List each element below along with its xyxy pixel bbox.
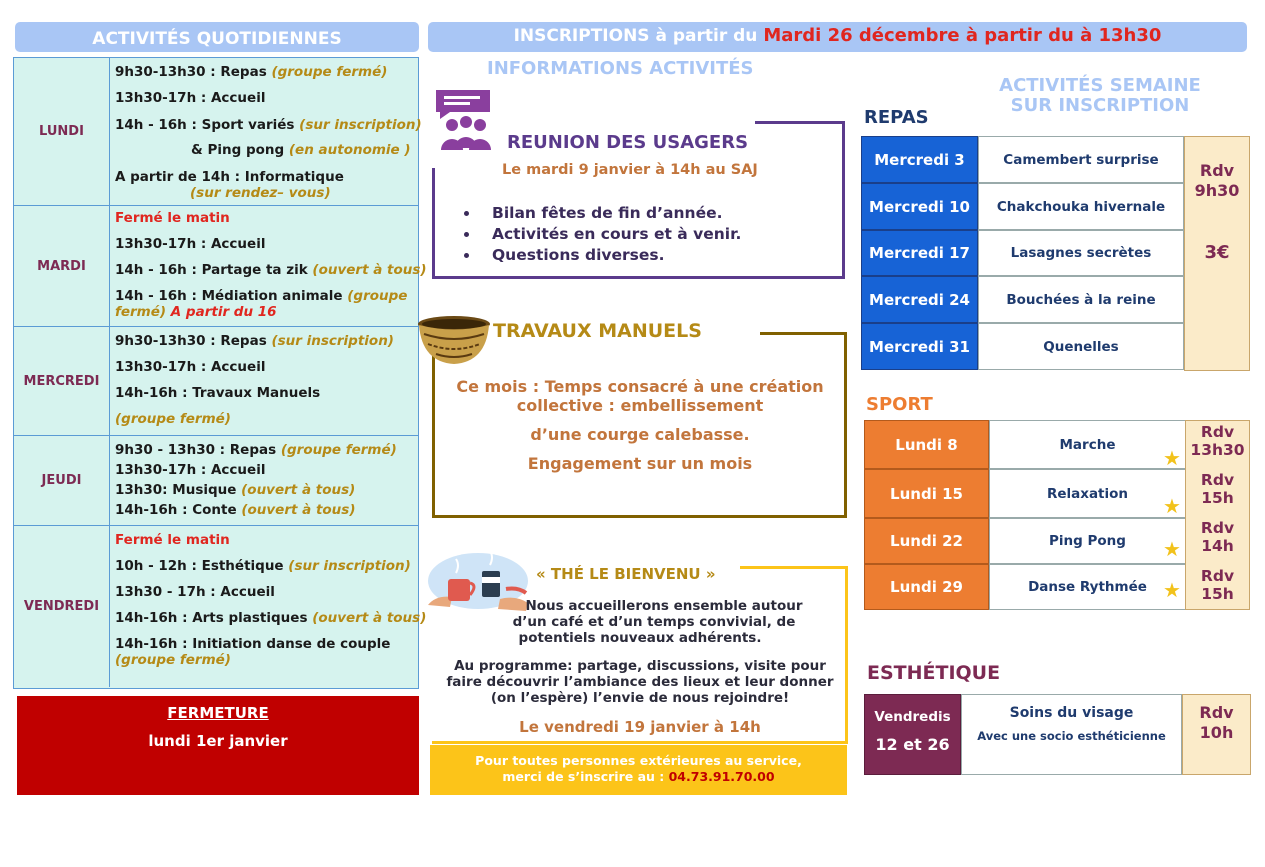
day-name: MARDI (14, 206, 110, 326)
reunion-bullet: • Bilan fêtes de fin d’année. (480, 203, 741, 224)
esthetique-rdv-box (1182, 694, 1251, 775)
travaux-text (436, 377, 844, 473)
repas-day-cell: Mercredi 17 (861, 230, 978, 276)
rdv-entry: Rdv 15h (1200, 567, 1235, 603)
sport-activity-cell: Marche (989, 420, 1186, 469)
activity-line: 13h30-17h : Accueil (115, 359, 266, 375)
activity-line: 14h-16h : Conte (ouvert à tous) (115, 502, 356, 518)
sport-title: SPORT (866, 394, 933, 415)
reunion-bullet: • Questions diverses. (480, 245, 741, 266)
activity-line: fermé) A partir du 16 (115, 304, 277, 320)
activity-line: 14h - 16h : Médiation animale (groupe (115, 288, 408, 304)
activity-line: 14h-16h : Arts plastiques (ouvert à tous) (115, 610, 427, 626)
inscriptions-date: Mardi 26 décembre à partir du à 13h30 (763, 25, 1162, 46)
rdv-label: Rdv (1199, 703, 1234, 722)
star-icon: ★ (1163, 537, 1181, 561)
day-row-vendredi (14, 526, 427, 687)
activity-line: & Ping pong (en autonomie ) (191, 142, 411, 158)
activity-line: 9h30-13h30 : Repas (sur inscription) (115, 333, 394, 349)
closed-morning-note: Fermé le matin (115, 532, 230, 548)
day-name: JEUDI (14, 436, 110, 525)
calabash-icon (416, 314, 492, 366)
esthetique-day-line1: Vendredis (874, 709, 951, 725)
sport-day-cell: Lundi 8 (864, 420, 989, 469)
activity-line: 13h30: Musique (ouvert à tous) (115, 482, 356, 498)
daily-activities-table (13, 57, 427, 689)
the-box-top (740, 566, 848, 569)
activity-line: 13h30 - 17h : Accueil (115, 584, 275, 600)
day-row-mercredi (14, 327, 418, 436)
repas-dish-cell: Chakchouka hivernale (978, 183, 1184, 230)
sport-activity-cell: Danse Rythmée (989, 564, 1186, 610)
activity-line: 13h30-17h : Accueil (115, 462, 266, 478)
rdv-time: 9h30 (1194, 181, 1240, 200)
repas-dish-cell: Quenelles (978, 323, 1184, 370)
day-row-lundi (14, 58, 422, 206)
repas-rdv-box (1184, 136, 1250, 371)
day-name: MERCREDI (14, 327, 110, 435)
reunion-box-left (432, 168, 435, 279)
external-registration-note (430, 745, 847, 795)
travaux-line: d’une courge calebasse. (530, 425, 750, 444)
activity-line: (groupe fermé) (115, 411, 231, 427)
closure-date: lundi 1er janvier (148, 732, 288, 750)
activity-line: 10h - 12h : Esthétique (sur inscription) (115, 558, 411, 574)
week-title-line1: ACTIVITÉS SEMAINE (999, 75, 1201, 96)
day-row-jeudi (14, 436, 418, 526)
the-line: potentiels nouveaux adhérents. (518, 630, 762, 646)
activity-line: A partir de 14h : Informatique (115, 169, 344, 185)
activity-line: 14h - 16h : Sport variés (sur inscription) (115, 117, 422, 133)
reunion-box-top (755, 121, 845, 124)
reunion-title: REUNION DES USAGERS (507, 132, 749, 153)
week-activities-title (985, 76, 1215, 116)
note-line: Pour toutes personnes extérieures au service, (475, 753, 802, 768)
star-icon: ★ (1163, 494, 1181, 518)
repas-title: REPAS (864, 107, 929, 128)
repas-dish-cell: Lasagnes secrètes (978, 230, 1184, 276)
esthetique-day-cell (864, 694, 961, 775)
activity-line: 13h30-17h : Accueil (115, 90, 266, 106)
reunion-date: Le mardi 9 janvier à 14h au SAJ (502, 162, 758, 178)
repas-day-cell: Mercredi 3 (861, 136, 978, 183)
activity-line: 9h30 - 13h30 : Repas (groupe fermé) (115, 442, 397, 458)
activity-line: 14h-16h : Travaux Manuels (115, 385, 321, 401)
daily-activities-title: ACTIVITÉS QUOTIDIENNES (92, 29, 342, 49)
phone-number[interactable]: 04.73.91.70.00 (668, 769, 775, 784)
the-line: faire découvrir l’ambiance des lieux et leur donner (446, 674, 834, 690)
repas-dish-cell: Camembert surprise (978, 136, 1184, 183)
closure-notice (17, 696, 419, 795)
esthetique-title: ESTHÉTIQUE (867, 662, 1001, 684)
the-paragraph-2 (436, 658, 844, 706)
reunion-bullets (462, 203, 741, 266)
the-line: d’un café et d’un temps convivial, de (512, 614, 796, 630)
travaux-title: TRAVAUX MANUELS (493, 320, 702, 342)
repas-day-cell: Mercredi 24 (861, 276, 978, 323)
travaux-line: collective : embellissement (516, 396, 764, 415)
sport-day-cell: Lundi 22 (864, 518, 989, 564)
the-line: Au programme: partage, discussions, visite pour (454, 658, 826, 674)
the-line: (on l’espère) l’envie de nous rejoindre! (490, 690, 790, 706)
the-date: Le vendredi 19 janvier à 14h (519, 718, 761, 736)
inscriptions-banner (428, 22, 1247, 52)
note-line: merci de s’inscrire au : 04.73.91.70.00 (502, 769, 775, 784)
the-paragraph-1 (436, 598, 844, 646)
sport-activity-cell: Ping Pong (989, 518, 1186, 564)
week-title-line2: SUR INSCRIPTION (1010, 95, 1190, 116)
day-name: LUNDI (14, 58, 110, 205)
sport-activity-cell: Relaxation (989, 469, 1186, 518)
reunion-bullet: • Activités en cours et à venir. (480, 224, 741, 245)
sport-rdv-box (1185, 420, 1250, 610)
activity-line: (groupe fermé) (115, 652, 231, 668)
repas-day-cell: Mercredi 10 (861, 183, 978, 230)
travaux-box-top (760, 332, 847, 335)
activity-line: 14h-16h : Initiation danse de couple (115, 636, 391, 652)
esthetique-sub: Avec une socio esthéticienne (977, 729, 1166, 743)
repas-price: 3€ (1204, 242, 1230, 263)
esthetique-activity: Soins du visage (1009, 705, 1134, 721)
esthetique-activity-cell (961, 694, 1182, 775)
repas-day-cell: Mercredi 31 (861, 323, 978, 370)
activity-line: (sur rendez– vous) (190, 185, 331, 201)
esthetique-day-line2: 12 et 26 (875, 735, 950, 754)
meeting-icon (432, 88, 496, 152)
the-line: Nous accueillerons ensemble autour (525, 598, 803, 614)
sport-day-cell: Lundi 15 (864, 469, 989, 518)
rdv-entry: Rdv 15h (1200, 471, 1235, 507)
the-title: « THÉ LE BIENVENU » (536, 565, 716, 583)
activity-line: 13h30-17h : Accueil (115, 236, 266, 252)
day-name: VENDREDI (14, 526, 110, 687)
repas-dish-cell: Bouchées à la reine (978, 276, 1184, 323)
rdv-label: Rdv (1199, 161, 1235, 180)
inscriptions-prefix: INSCRIPTIONS à partir du (513, 26, 758, 46)
rdv-time: 10h (1199, 723, 1234, 742)
travaux-line: Ce mois : Temps consacré à une création (456, 377, 824, 396)
rdv-entry: Rdv 14h (1200, 519, 1235, 555)
star-icon: ★ (1163, 446, 1181, 470)
sport-table (864, 420, 1186, 610)
closed-morning-note: Fermé le matin (115, 210, 230, 226)
info-activities-title: INFORMATIONS ACTIVITÉS (487, 58, 754, 79)
activity-line: 9h30-13h30 : Repas (groupe fermé) (115, 64, 388, 80)
closure-title: FERMETURE (167, 704, 269, 722)
star-icon: ★ (1163, 578, 1181, 602)
rdv-entry: Rdv 13h30 (1190, 423, 1245, 459)
sport-day-cell: Lundi 29 (864, 564, 989, 610)
activity-line: 14h - 16h : Partage ta zik (ouvert à tous) (115, 262, 427, 278)
day-row-mardi (14, 206, 427, 327)
daily-activities-banner (15, 22, 419, 52)
travaux-line: Engagement sur un mois (527, 454, 753, 473)
